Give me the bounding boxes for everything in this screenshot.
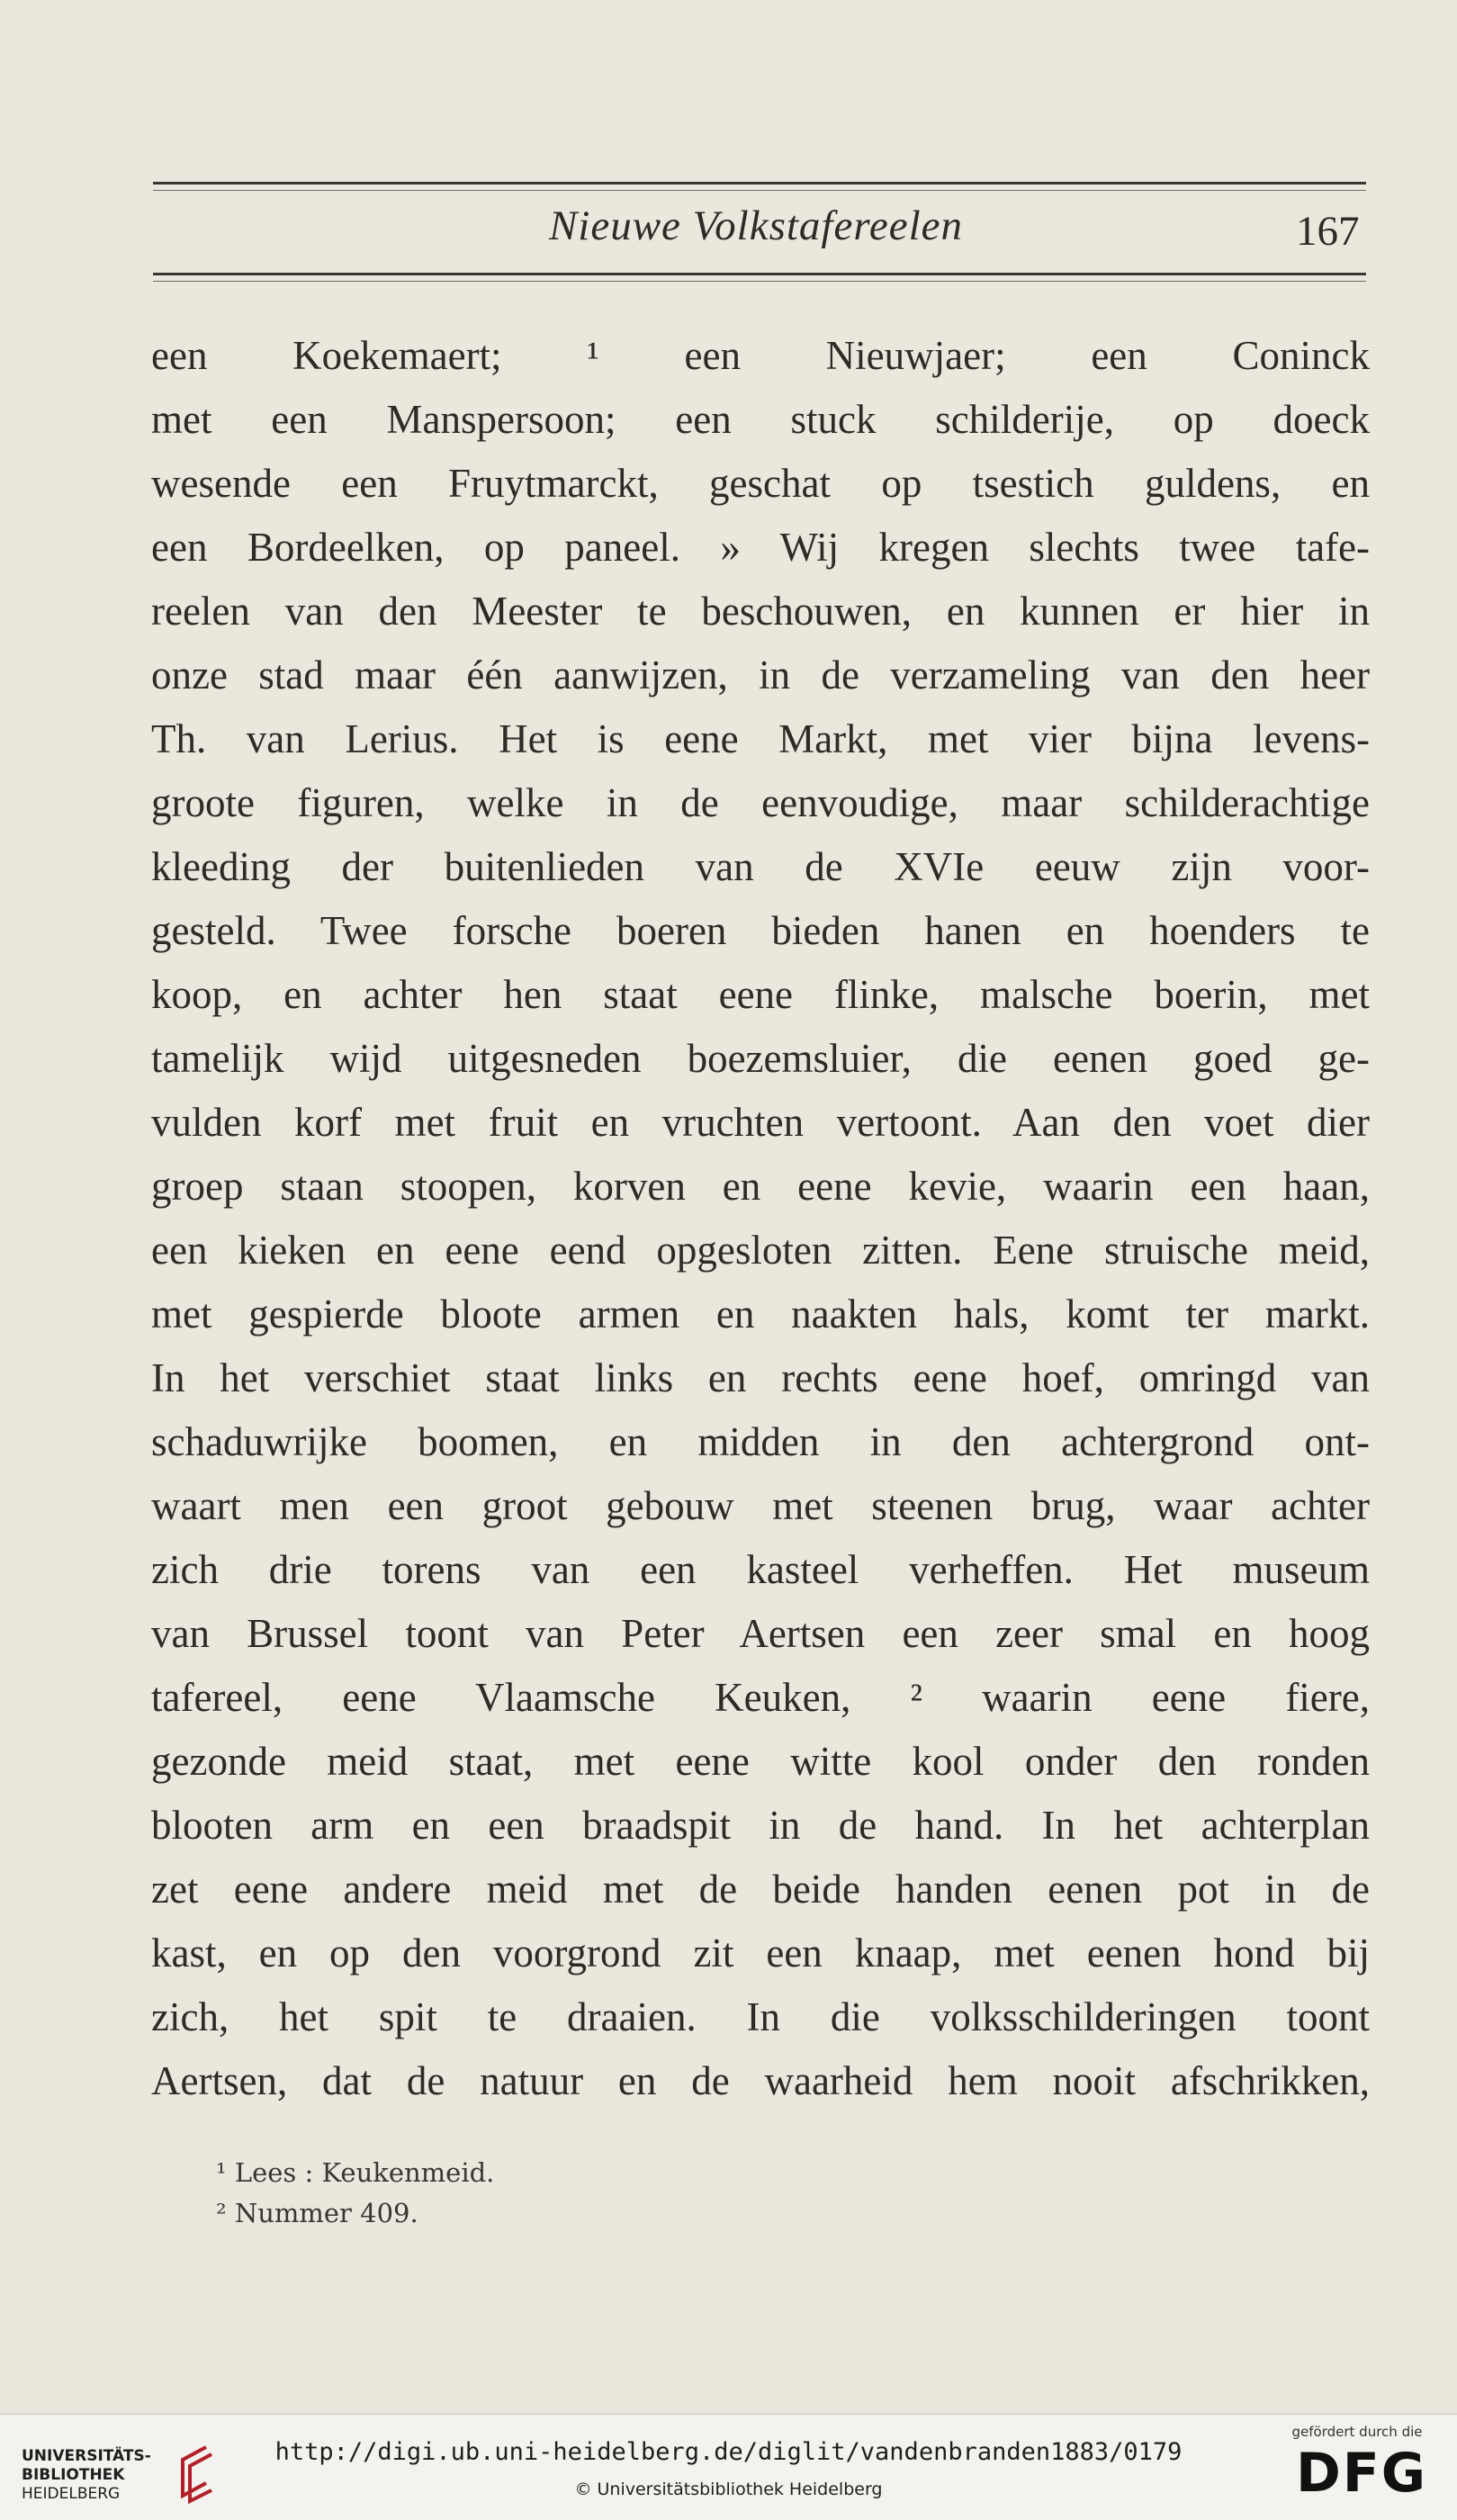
header-rule-bottom-thin bbox=[153, 281, 1366, 282]
body-line: een Koekemaert; ¹ een Nieuwjaer; een Coninck bbox=[151, 333, 1370, 378]
body-line: Aertsen, dat de natuur en de waarheid hem nooit afschrikken, bbox=[151, 2058, 1370, 2103]
viewer-footer bbox=[0, 2414, 1457, 2520]
body-line: tamelijk wijd uitgesneden boezemsluier, die eenen goed ge- bbox=[151, 1036, 1370, 1081]
body-line: met gespierde bloote armen en naakten hals, komt ter markt. bbox=[151, 1292, 1370, 1336]
body-line: tafereel, eene Vlaamsche Keuken, ² waarin eene fiere, bbox=[151, 1675, 1370, 1720]
body-line: reelen van den Meester te beschouwen, en kunnen er hier in bbox=[151, 589, 1370, 634]
library-name-line-2: BIBLIOTHEK bbox=[22, 2466, 125, 2484]
running-title: Nieuwe Volkstafereelen bbox=[548, 202, 964, 249]
dfg-logo[interactable]: DFG bbox=[1295, 2442, 1428, 2505]
body-line: van Brussel toont van Peter Aertsen een zeer smal en hoog bbox=[151, 1611, 1370, 1656]
library-name-line-1: UNIVERSITÄTS- bbox=[22, 2447, 151, 2465]
body-line: een kieken en eene eend opgesloten zitten. Eene struische meid, bbox=[151, 1228, 1370, 1273]
library-name-line-3: HEIDELBERG bbox=[22, 2485, 121, 2503]
permalink-url[interactable]: http://digi.ub.uni-heidelberg.de/diglit/vandenbranden1883/0179 bbox=[274, 2438, 1183, 2466]
body-line: zich, het spit te draaien. In die volksschilderingen toont bbox=[151, 1994, 1370, 2039]
body-line: onze stad maar één aanwijzen, in de verzameling van den heer bbox=[151, 652, 1370, 698]
body-line: vulden korf met fruit en vruchten vertoont. Aan den voet dier bbox=[151, 1100, 1370, 1145]
body-line: blooten arm en een braadspit in de hand. In het achterplan bbox=[151, 1803, 1370, 1848]
header-rule-top-thin bbox=[153, 190, 1366, 191]
copyright-notice: © Universitätsbibliothek Heidelberg bbox=[574, 2480, 883, 2499]
page-number: 167 bbox=[1296, 208, 1360, 255]
body-line: groep staan stoopen, korven en eene kevie, waarin een haan, bbox=[151, 1164, 1370, 1209]
body-line: groote figuren, welke in de eenvoudige, maar schilderachtige bbox=[151, 780, 1370, 825]
body-line: schaduwrijke boomen, en midden in den achtergrond ont- bbox=[151, 1419, 1370, 1464]
header-rule-top bbox=[153, 182, 1366, 184]
footnote-1: ¹ Lees : Keukenmeid. bbox=[216, 2157, 495, 2188]
body-line: kleeding der buitenlieden van de XVIe eeuw zijn voor- bbox=[151, 844, 1370, 889]
body-line: kast, en op den voorgrond zit een knaap, met eenen hond bij bbox=[151, 1930, 1370, 1976]
body-line: met een Manspersoon; een stuck schilderije, op doeck bbox=[151, 397, 1370, 442]
body-line: Th. van Lerius. Het is eene Markt, met vier bijna levens- bbox=[151, 716, 1370, 761]
footnote-2: ² Nummer 409. bbox=[216, 2198, 418, 2228]
funding-caption: gefördert durch die bbox=[1291, 2424, 1423, 2440]
body-line: gezonde meid staat, met eene witte kool onder den ronden bbox=[151, 1739, 1370, 1784]
body-line: zet eene andere meid met de beide handen eenen pot in de bbox=[151, 1867, 1370, 1912]
body-line: koop, en achter hen staat eene flinke, malsche boerin, met bbox=[151, 972, 1370, 1017]
header-rule-bottom bbox=[153, 273, 1366, 275]
body-line: zich drie torens van een kasteel verheffen. Het museum bbox=[151, 1547, 1370, 1592]
body-line: In het verschiet staat links en rechts eene hoef, omringd van bbox=[151, 1355, 1370, 1400]
body-line: een Bordeelken, op paneel. » Wij kregen slechts twee tafe- bbox=[151, 525, 1370, 570]
body-line: waart men een groot gebouw met steenen brug, waar achter bbox=[151, 1483, 1370, 1528]
body-line: gesteld. Twee forsche boeren bieden hanen en hoenders te bbox=[151, 908, 1370, 953]
body-line: wesende een Fruytmarckt, geschat op tsestich guldens, en bbox=[151, 461, 1370, 506]
